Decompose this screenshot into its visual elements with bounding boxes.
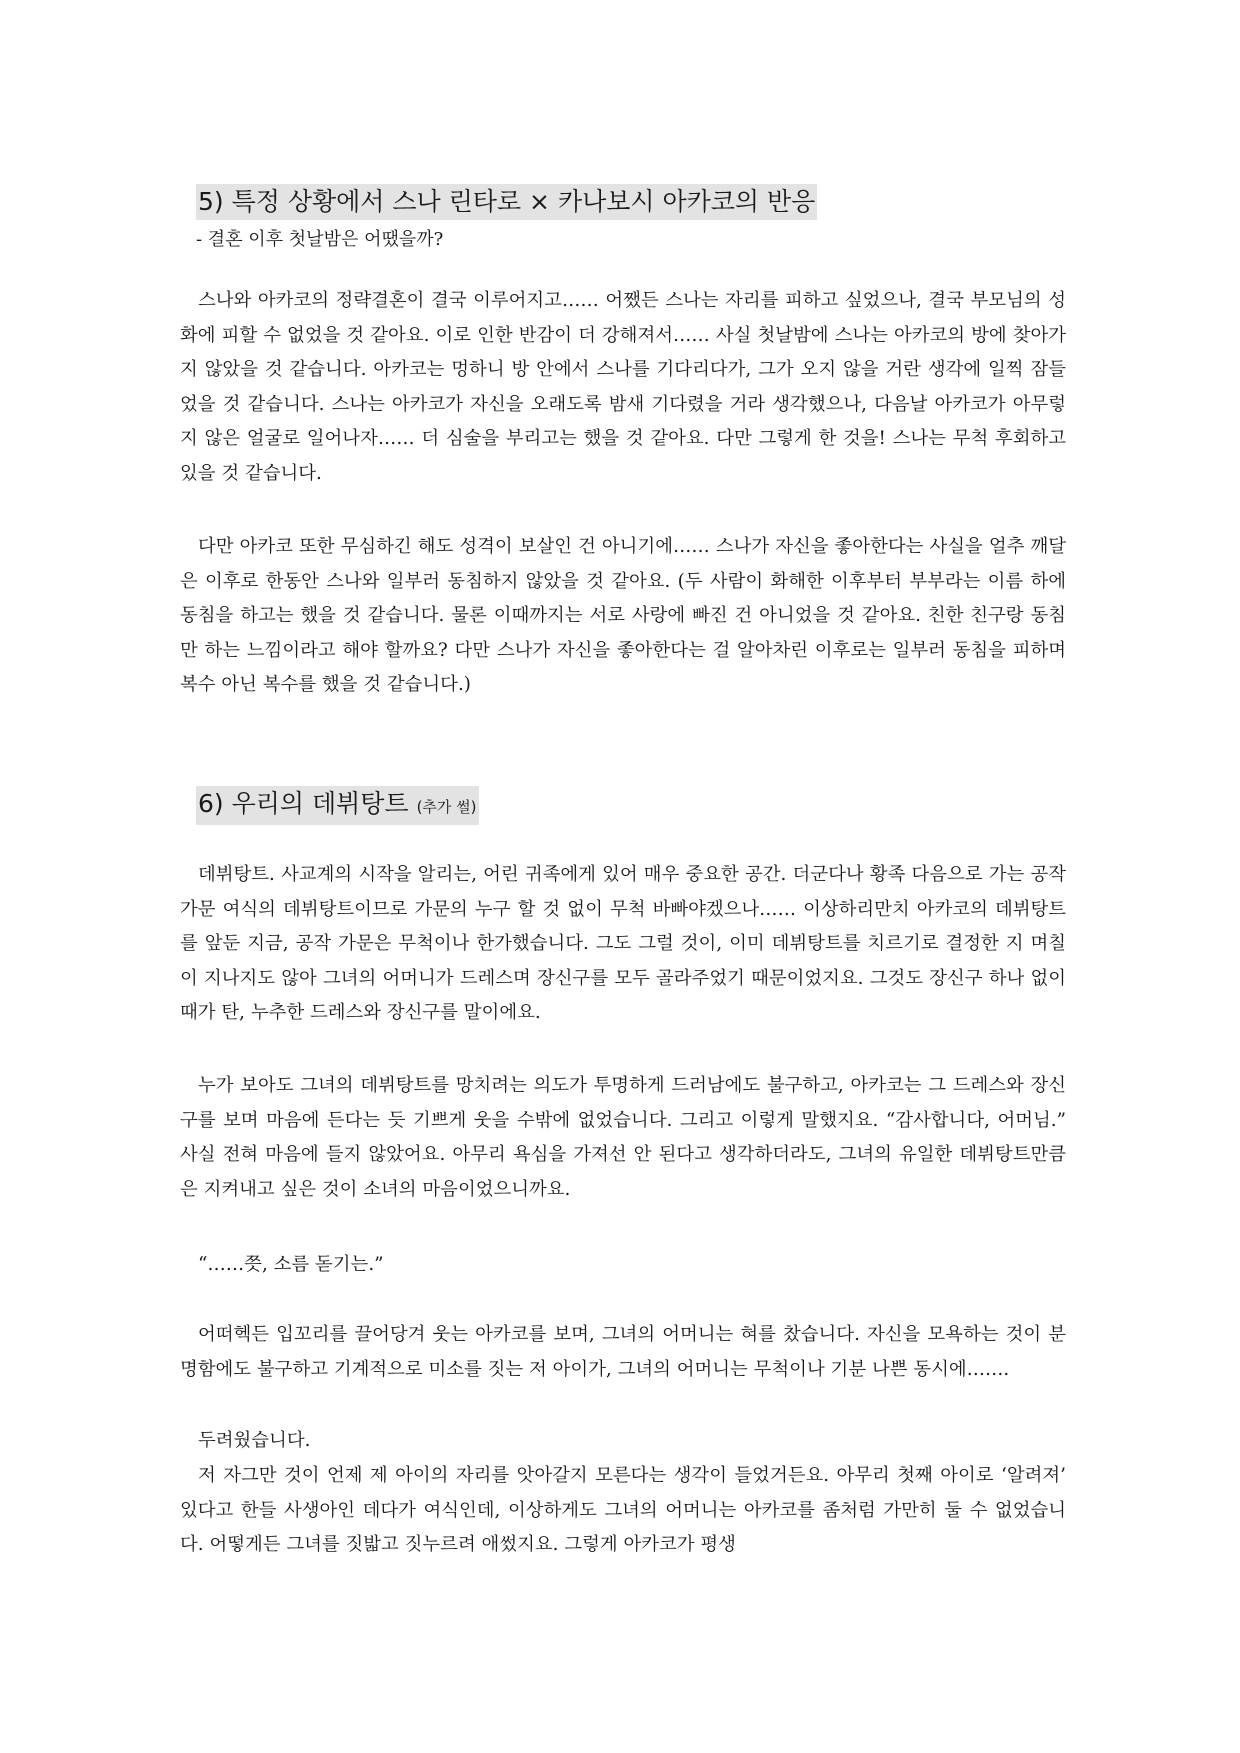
dialogue-quote: “……쯧, 소름 돋기는.” xyxy=(198,1254,384,1275)
section-6-paragraph-3: 어떠헥든 입꼬리를 끌어당겨 웃는 아카코를 보며, 그녀의 어머니는 혀를 찼습니다. 자신을 모욕하는 것이 분명함에도 불구하고 기계적으로 미소를 짓는 저 아이가, 그녀의 어머니는 무척이나 기분 나쁜 동시에……. xyxy=(180,1324,1066,1380)
section-5-question: - 결혼 이후 첫날밤은 어땠을까? xyxy=(196,229,444,250)
section-5-heading-text: 5) 특정 상황에서 스나 린타로 × 카나보시 아카코의 반응 xyxy=(198,187,816,216)
section-6-heading xyxy=(196,786,479,825)
section-5-heading xyxy=(196,184,817,220)
section-5-paragraph-1: 스나와 아카코의 정략결혼이 결국 이루어지고…… 어쨌든 스나는 자리를 피하고 싶었으나, 결국 부모님의 성화에 피할 수 없었을 것 같아요. 이로 인한 반감이 더 강해져서…… 사실 첫날밤에 스나는 아카코의 방에 찾아가지 않았을 것 같습니다. 아카코는 멍하니 방 안에서 스나를 기다리다가, 그가 오지 않을 거란 생각에 일찍 잠들었을 것 같습니다. 스나는 아카코가 자신을 오래도록 밤새 기다렸을 거라 생각했으나, 다음날 아카코가 아무렇지 않은 얼굴로 일어나자…… 더 심술을 부리고는 했을 것 같아요. 다만 그렇게 한 것을! 스나는 무척 후회하고 있을 것 같습니다. xyxy=(180,290,1066,484)
section-6-paragraph-4: 두려웠습니다. xyxy=(198,1430,311,1451)
section-6-paragraph-1: 데뷔탕트. 사교계의 시작을 알리는, 어린 귀족에게 있어 매우 중요한 공간. 더군다나 황족 다음으로 가는 공작 가문 여식의 데뷔탕트이므로 가문의 누구 할 것 없이 무척 바빠야겠으나…… 이상하리만치 아카코의 데뷔탕트를 앞둔 지금, 공작 가문은 무척이나 한가했습니다. 그도 그럴 것이, 이미 데뷔탕트를 치르기로 결정한 지 며칠이 지나지도 않아 그녀의 어머니가 드레스며 장신구를 모두 골라주었기 때문이었지요. 그것도 장신구 하나 없이 때가 탄, 누추한 드레스와 장신구를 말이에요. xyxy=(180,864,1066,1024)
section-5-paragraph-2: 다만 아카코 또한 무심하긴 해도 성격이 보살인 건 아니기에…… 스나가 자신을 좋아한다는 사실을 얼추 깨달은 이후로 한동안 스나와 일부러 동침하지 않았을 것 같아요. (두 사람이 화해한 이후부터 부부라는 이름 하에 동침을 하고는 했을 것 같습니다. 물론 이때까지는 서로 사랑에 빠진 건 아니었을 것 같아요. 친한 친구랑 동침만 하는 느낌이라고 해야 할까요? 다만 스나가 자신을 좋아한다는 걸 알아차린 이후로는 일부러 동침을 피하며 복수 아닌 복수를 했을 것 같습니다.) xyxy=(180,536,1066,696)
section-6-heading-text: 6) 우리의 데뷔탕트 xyxy=(198,789,409,818)
section-6-paragraph-5: 저 자그만 것이 언제 제 아이의 자리를 앗아갈지 모른다는 생각이 들었거든요. 아무리 첫째 아이로 ‘알려져’ 있다고 한들 사생아인 데다가 여식인데, 이상하게도 그녀의 어머니는 아카코를 좀처럼 가만히 둘 수 없었습니다. 어떻게든 그녀를 짓밟고 짓누르려 애썼지요. 그렇게 아카코가 평생 xyxy=(180,1465,1066,1556)
section-6-paragraph-2: 누가 보아도 그녀의 데뷔탕트를 망치려는 의도가 투명하게 드러남에도 불구하고, 아카코는 그 드레스와 장신구를 보며 마음에 든다는 듯 기쁘게 웃을 수밖에 없었습니다. 그리고 이렇게 말했지요. “감사합니다, 어머님.” 사실 전혀 마음에 들지 않았어요. 아무리 욕심을 가져선 안 된다고 생각하더라도, 그녀의 유일한 데뷔탕트만큼은 지켜내고 싶은 것이 소녀의 마음이었으니까요. xyxy=(180,1075,1066,1200)
section-6-heading-note: (추가 썰) xyxy=(416,798,477,816)
